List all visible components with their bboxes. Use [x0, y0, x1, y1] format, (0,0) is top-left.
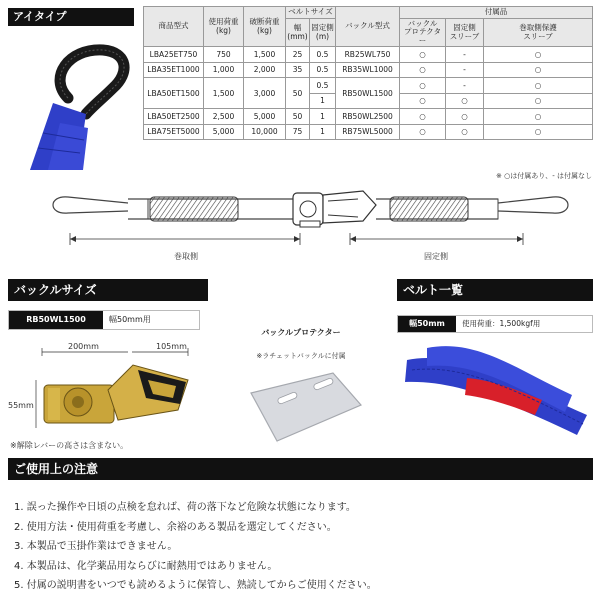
buckle-model-badge: RB50WL1500	[9, 311, 103, 329]
cell-winding-sleeve: ○	[484, 78, 593, 94]
belt-width-badge: 幅50mm	[398, 316, 456, 332]
cell-fixed-sleeve: -	[446, 78, 484, 94]
cell-buckle-model: RB75WL5000	[336, 124, 400, 140]
list-item: 5. 付属の説明書をいつでも読めるように保管し、熟読してからご使用ください。	[14, 580, 377, 591]
header-fixed-side: 固定側 (m)	[310, 19, 336, 47]
cell-protector: ○	[400, 93, 446, 109]
header-belt-size: ベルトサイズ	[286, 7, 336, 19]
header-buckle-model: バックル型式	[336, 7, 400, 47]
cell-width: 25	[286, 47, 310, 63]
cell-model: LBA35ET1000	[144, 62, 204, 78]
spec-table-note: ※ ○は付属あり、- は付属なし	[496, 172, 592, 180]
cell-winding-sleeve: ○	[484, 62, 593, 78]
eye-type-header: アイタイプ	[8, 8, 134, 26]
cell-working-load: 1,500	[204, 78, 244, 109]
list-item: 2. 使用方法・使用荷重を考慮し、余裕のある製品を選定してください。	[14, 521, 337, 533]
belt-list-header: ベルト一覧	[397, 279, 593, 301]
buckle-length-dimension: 200mm	[68, 342, 99, 351]
cell-width: 50	[286, 109, 310, 125]
table-row	[144, 78, 593, 94]
header-accessories: 付属品	[400, 7, 593, 19]
buckle-protector-subtitle: ※ラチェットバックルに付属	[256, 352, 346, 360]
table-row	[144, 124, 593, 140]
table-row	[144, 62, 593, 78]
cell-breaking-load: 10,000	[244, 124, 286, 140]
cell-fixed-sleeve: ○	[446, 93, 484, 109]
cell-protector: ○	[400, 109, 446, 125]
fixed-side-label: 固定側	[424, 252, 448, 261]
cell-fixed-sleeve: -	[446, 62, 484, 78]
cell-model: LBA75ET5000	[144, 124, 204, 140]
cell-working-load: 2,500	[204, 109, 244, 125]
list-item: 3. 本製品で玉掛作業はできません。	[14, 541, 178, 552]
cell-buckle-model: RB25WL750	[336, 47, 400, 63]
header-buckle-protector: バックル プロテクター	[400, 19, 446, 47]
header-width: 幅 (mm)	[286, 19, 310, 47]
buckle-protector-section	[215, 315, 387, 447]
cell-fixed-side: 0.5	[310, 78, 336, 94]
cell-model: LBA25ET750	[144, 47, 204, 63]
cell-breaking-load: 5,000	[244, 109, 286, 125]
ratchet-buckle-photo	[8, 340, 208, 440]
usage-notes-header: ご使用上の注意	[8, 458, 593, 480]
spec-table	[143, 6, 593, 140]
header-breaking-load: 破断荷重 (kg)	[244, 7, 286, 47]
buckle-model-box	[8, 310, 200, 330]
cell-protector: ○	[400, 78, 446, 94]
cell-working-load: 1,000	[204, 62, 244, 78]
table-row	[144, 47, 593, 63]
buckle-protector-title: バックルプロテクター	[261, 328, 341, 337]
cell-protector: ○	[400, 47, 446, 63]
strap-diagram	[8, 183, 592, 268]
cell-buckle-model: RB50WL2500	[336, 109, 400, 125]
cell-winding-sleeve: ○	[484, 47, 593, 63]
buckle-handle-dimension: 105mm	[156, 342, 187, 351]
cell-width: 50	[286, 78, 310, 109]
eye-type-strap-photo	[8, 28, 134, 170]
cell-fixed-side: 1	[310, 109, 336, 125]
cell-fixed-side: 0.5	[310, 47, 336, 63]
cell-fixed-sleeve: ○	[446, 124, 484, 140]
list-item: 4. 本製品は、化学薬品用ならびに耐熱用ではありません。	[14, 560, 278, 572]
winding-side-label: 巻取側	[174, 252, 198, 261]
belt-spec-box	[397, 315, 593, 333]
buckle-height-dimension: 55mm	[8, 401, 34, 410]
list-item: 1. 誤った操作や日頃の点検を怠れば、荷の落下など危険な状態になります。	[14, 502, 356, 513]
header-winding-sleeve: 巻取側保護 スリーブ	[484, 19, 593, 47]
belt-photo	[397, 340, 593, 440]
cell-winding-sleeve: ○	[484, 124, 593, 140]
buckle-size-header: バックルサイズ	[8, 279, 208, 301]
cell-winding-sleeve: ○	[484, 109, 593, 125]
cell-model: LBA50ET1500	[144, 78, 204, 109]
header-model: 商品型式	[144, 7, 204, 47]
buckle-width-note: 幅50mm用	[109, 315, 151, 324]
ratchet-buckle-outline	[293, 191, 376, 227]
buckle-protector-photo	[233, 365, 369, 447]
usage-notes-list	[14, 498, 594, 596]
cell-width: 35	[286, 62, 310, 78]
cell-winding-sleeve: ○	[484, 93, 593, 109]
cell-fixed-sleeve: ○	[446, 109, 484, 125]
cell-breaking-load: 2,000	[244, 62, 286, 78]
cell-buckle-model: RB35WL1000	[336, 62, 400, 78]
cell-working-load: 5,000	[204, 124, 244, 140]
belt-working-load: 使用荷重：1,500kgf用	[462, 319, 541, 328]
buckle-note: ※解除レバーの高さは含まない。	[10, 441, 129, 450]
cell-protector: ○	[400, 124, 446, 140]
cell-working-load: 750	[204, 47, 244, 63]
header-fixed-sleeve: 固定側 スリーブ	[446, 19, 484, 47]
table-row	[144, 109, 593, 125]
cell-fixed-sleeve: -	[446, 47, 484, 63]
cell-width: 75	[286, 124, 310, 140]
cell-buckle-model: RB50WL1500	[336, 78, 400, 109]
cell-breaking-load: 1,500	[244, 47, 286, 63]
header-working-load: 使用荷重 (kg)	[204, 7, 244, 47]
cell-breaking-load: 3,000	[244, 78, 286, 109]
cell-fixed-side: 0.5	[310, 62, 336, 78]
cell-fixed-side: 1	[310, 124, 336, 140]
cell-fixed-side: 1	[310, 93, 336, 109]
cell-model: LBA50ET2500	[144, 109, 204, 125]
cell-protector: ○	[400, 62, 446, 78]
